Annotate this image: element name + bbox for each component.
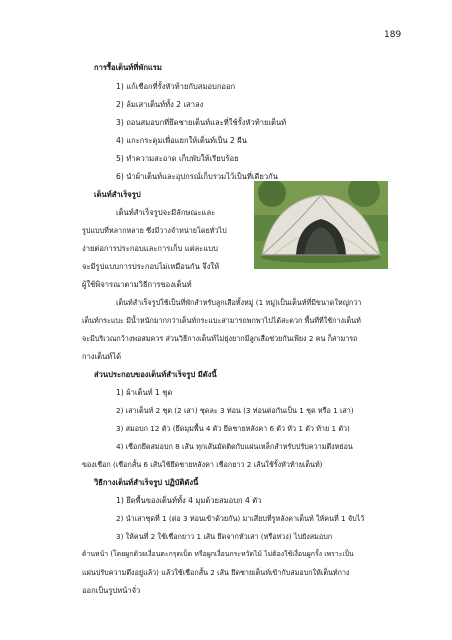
parts-line-2: 2) เสาเต็นท์ 2 ชุด (2 เสา) ชุดละ 3 ท่อน (3 ท่อนต่อกันเป็น 1 ชุด หรือ 1 เสา) [116, 406, 354, 415]
parts-line-5: ของเชือก (เชือกสั้น 6 เส้นใช้ยึดชายหลังคา เชือกยาว 2 เส้นใช้รั้งหัวท้ายเต็นท์) [82, 460, 323, 469]
usage-line-4: กางเต็นท์ได้ [82, 352, 122, 361]
ready-tent-heading: เต็นท์สำเร็จรูป [94, 190, 141, 199]
parts-line-4: 4) เชือกยึดสมอบก 8 เส้น ทุกเส้นมัดติดกับแผ่นเหล็กสำหรับปรับความตึงหย่อน [116, 442, 353, 451]
method-line-2: 2) นำเสาชุดที่ 1 (ต่อ 3 ท่อนเข้าด้วยกัน) มาเสียบที่รูหลังคาเต็นท์ ให้คนที่ 1 จับไว้ [116, 514, 365, 523]
method-heading: วิธีกางเต็นท์สำเร็จรูป ปฏิบัติดังนี้ [94, 478, 199, 487]
page-number: 189 [384, 30, 402, 40]
parts-line-3: 3) สมอบก 12 ตัว (ยึดมุมพื้น 4 ตัว ยึดชายหลังคา 6 ตัว หัว 1 ตัว ท้าย 1 ตัว) [116, 424, 350, 433]
dismantle-step-1: 1) แก้เชือกที่รั้งหัวท้ายกับสมอบกออก [116, 82, 236, 91]
dismantle-step-6: 6) นำผ้าเต็นท์และอุปกรณ์เก็บรวมไว้เป็นที่เดียวกัน [116, 172, 278, 181]
method-line-4: ด้านหน้า (โดยผูกด้วยเงื่อนตะกรุดเบ็ด หรือผูกเงื่อนกระหวัดไม้ ไม่ต้องใช้เงื่อนผูกรั้ง เพราะเป็น [82, 550, 354, 558]
usage-line-3: จะมีบริเวณกว้างพอสมควร ส่วนวิธีกางเต็นท์ไม่ยุ่งยากมีลูกเสือช่วยกันเพียง 2 คน ก็สามารถ [82, 334, 358, 343]
ready-paragraph-line-3: ง่ายต่อการประกอบและการเก็บ แต่ละแบบ [82, 244, 218, 253]
method-line-5: แผ่นปรับความตึงอยู่แล้ว) แล้วใช้เชือกสั้น 2 เส้น ยึดชายเต็นท์เข้ากับสมอบกให้เต็นท์กาง [82, 568, 350, 577]
usage-line-1: เต็นท์สำเร็จรูปใช้เป็นที่พักสำหรับลูกเสือทั้งหมู่ (1 หมู่)เป็นเต็นท์ที่มีขนาดใหญ่กว่า [116, 298, 362, 307]
ready-paragraph-line-5: ผู้ใช้พิจารณาตามวิธีการของเต็นท์ [82, 280, 192, 289]
dismantle-step-3: 3) ถอนสมอบกที่ยึดชายเต็นท์และที่ใช้รั้งหัวท้ายเต็นท์ [116, 118, 287, 127]
ready-paragraph-line-4: จะมีรูปแบบการประกอบไม่เหมือนกัน จึงให้ [82, 262, 220, 271]
dismantle-step-5: 5) ทำความสะอาด เก็บพับให้เรียบร้อย [116, 154, 239, 163]
usage-line-2: เต็นท์กระแบะ มีน้ำหนักมากกว่าเต็นท์กระแบะสามารถพกพาไปได้สะดวก พื้นที่ที่ใช้กางเต็นท์ [82, 316, 361, 325]
method-line-6: ออกเป็นรูปหน้าจั่ว [82, 586, 141, 595]
dismantle-step-4: 4) แกะกระดุมเพื่อแยกให้เต็นท์เป็น 2 ผืน [116, 136, 247, 145]
dismantle-step-2: 2) ล้มเสาเต็นท์ทั้ง 2 เสาลง [116, 100, 204, 109]
parts-line-1: 1) ผ้าเต็นท์ 1 ชุด [116, 388, 173, 397]
ready-paragraph-line-2: รูปแบบที่หลากหลาย ซึ่งมีวางจำหน่ายโดยทั่วไป [82, 226, 227, 235]
dome-tent-photo [254, 181, 388, 269]
method-line-1: 1) ยึดพื้นของเต็นท์ทั้ง 4 มุมด้วยสมอบก 4 ตัว [116, 496, 262, 505]
method-line-3: 3) ให้คนที่ 2 ใช้เชือกยาว 1 เส้น ยึดจากหัวเสา (หรือห่วง) ไปยังสมอบก [116, 532, 333, 541]
dismantle-heading: การรื้อเต็นท์ที่พักแรม [94, 63, 162, 72]
ready-paragraph-line-1: เต็นท์สำเร็จรูปจะมีลักษณะและ [116, 208, 216, 217]
parts-heading: ส่วนประกอบของเต็นท์สำเร็จรูป มีดังนี้ [94, 370, 217, 379]
